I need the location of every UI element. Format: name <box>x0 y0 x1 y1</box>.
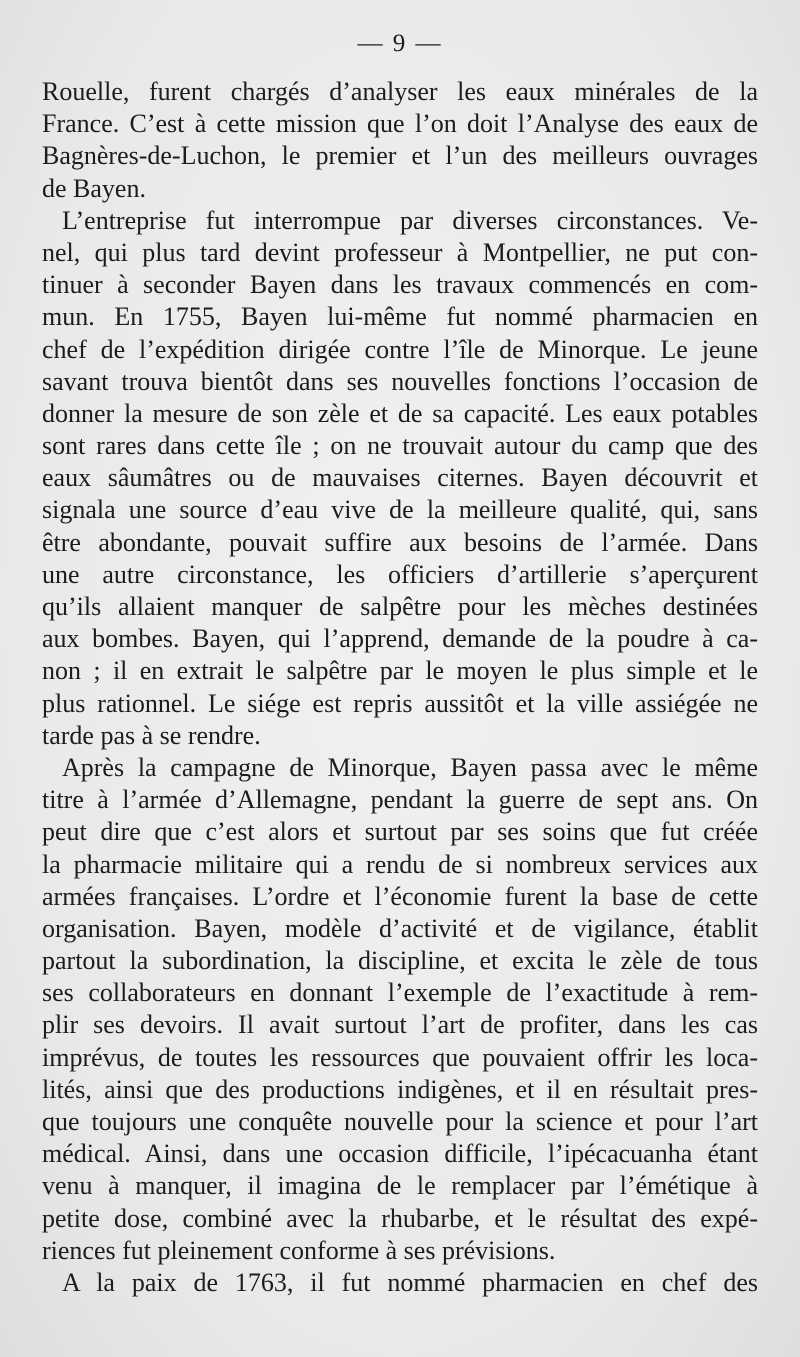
text-line: être abondante, pouvait suffire aux besoins de l’armée. Dans <box>42 527 758 557</box>
text-line: donner la mesure de son zèle et de sa capacité. Les eaux potables <box>42 398 758 428</box>
text-line: qu’ils allaient manquer de salpêtre pour les mèches destinées <box>42 592 758 621</box>
text-line: de Bayen. <box>42 173 146 203</box>
text-line: peut dire que c’est alors et surtout par ses soins que fut créée <box>42 817 758 847</box>
page-number: — 9 — <box>357 30 443 57</box>
text-line: organisation. Bayen, modèle d’activité et de vigilance, établit <box>42 913 758 943</box>
text-line: signala une source d’eau vive de la meilleure qualité, qui, sans <box>42 495 758 525</box>
text-line: A la paix de 1763, il fut nommé pharmacien en chef des <box>62 1267 758 1297</box>
text-line: partout la subordination, la discipline, et excita le zèle de tous <box>42 946 758 976</box>
paragraph-4 <box>42 1267 758 1299</box>
text-line: plir ses devoirs. Il avait surtout l’art de profiter, dans les cas <box>42 1010 758 1040</box>
paragraph-3 <box>42 752 758 1267</box>
text-line: lités, ainsi que des productions indigènes, et il en résultait pres- <box>42 1074 758 1104</box>
text-line: Rouelle, furent chargés d’analyser les eaux minérales de la <box>42 77 758 106</box>
text-line: Bagnères-de-Luchon, le premier et l’un des meilleurs ouvrages <box>42 141 758 171</box>
text-line: France. C’est à cette mission que l’on doit l’Analyse des eaux de <box>42 109 758 139</box>
body-text <box>42 76 758 1299</box>
paragraph-2 <box>42 205 758 752</box>
text-line: savant trouva bientôt dans ses nouvelles fonctions l’occasion de <box>42 366 758 396</box>
text-line: tinuer à seconder Bayen dans les travaux commencés en com- <box>42 270 758 300</box>
text-line: eaux sâumâtres ou de mauvaises citernes. Bayen découvrit et <box>42 463 758 493</box>
text-line: venu à manquer, il imagina de le remplacer par l’émétique à <box>42 1171 758 1201</box>
text-line: L’entreprise fut interrompue par diverses circonstances. Ve- <box>62 205 758 235</box>
text-line: titre à l’armée d’Allemagne, pendant la guerre de sept ans. On <box>42 785 758 815</box>
text-line: sont rares dans cette île ; on ne trouvait autour du camp que des <box>42 431 758 461</box>
text-line: tarde pas à se rendre. <box>42 720 261 750</box>
text-line: nel, qui plus tard devint professeur à Montpellier, ne put con- <box>42 237 758 267</box>
text-line: ses collaborateurs en donnant l’exemple de l’exactitude à rem- <box>42 978 758 1008</box>
text-line: mun. En 1755, Bayen lui-même fut nommé pharmacien en <box>42 302 758 332</box>
text-line: plus rationnel. Le siége est repris aussitôt et la ville assiégée ne <box>42 688 758 718</box>
text-line: petite dose, combiné avec la rhubarbe, et le résultat des expé- <box>42 1203 758 1233</box>
text-line: riences fut pleinement conforme à ses prévisions. <box>42 1235 556 1265</box>
text-line: que toujours une conquête nouvelle pour la science et pour l’art <box>42 1107 758 1136</box>
text-line: chef de l’expédition dirigée contre l’île de Minorque. Le jeune <box>42 334 758 364</box>
text-line: médical. Ainsi, dans une occasion difficile, l’ipécacuanha étant <box>42 1139 758 1169</box>
text-line: aux bombes. Bayen, qui l’apprend, demande de la poudre à ca- <box>42 624 758 654</box>
text-line: armées françaises. L’ordre et l’économie furent la base de cette <box>42 881 758 911</box>
text-line: non ; il en extrait le salpêtre par le moyen le plus simple et le <box>42 656 758 686</box>
text-line: la pharmacie militaire qui a rendu de si nombreux services aux <box>42 849 758 879</box>
text-line: imprévus, de toutes les ressources que pouvaient offrir les loca- <box>42 1042 758 1072</box>
paragraph-1 <box>42 76 758 205</box>
text-line: Après la campagne de Minorque, Bayen passa avec le même <box>62 752 758 782</box>
text-line: une autre circonstance, les officiers d’artillerie s’aperçurent <box>42 559 758 589</box>
